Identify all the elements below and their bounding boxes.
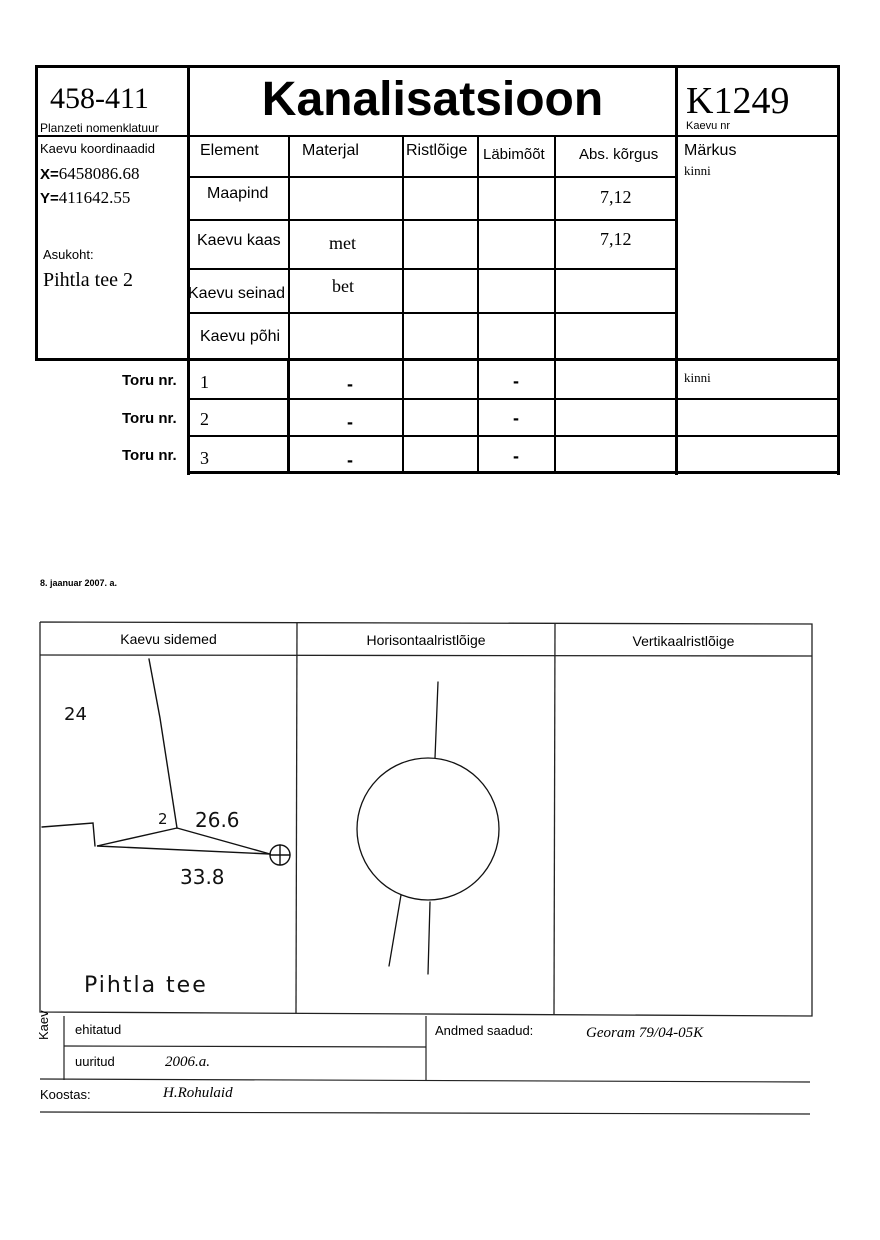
pipe-label-3: Toru nr. bbox=[122, 447, 177, 464]
col-header-remarks: Märkus bbox=[684, 142, 737, 159]
y-label: Y= bbox=[40, 190, 59, 207]
annotation-2: 2 bbox=[158, 810, 168, 828]
document-date: 8. jaanuar 2007. a. bbox=[40, 578, 118, 588]
row-element-walls: Kaevu seinad bbox=[188, 285, 285, 302]
remarks-top-value: kinni bbox=[684, 163, 711, 178]
surveyed-label: uuritud bbox=[75, 1054, 115, 1069]
row-material-walls: bet bbox=[332, 276, 354, 296]
built-label: ehitatud bbox=[75, 1022, 122, 1037]
well-number-label: Kaevu nr bbox=[686, 120, 731, 132]
pipe-no-2: 2 bbox=[200, 409, 209, 429]
page-title: Kanalisatsioon bbox=[261, 73, 604, 126]
row-element-ground: Maapind bbox=[207, 185, 269, 202]
annotation-33-8: 33.8 bbox=[180, 865, 225, 889]
y-value: 411642.55 bbox=[58, 188, 131, 207]
pipe-material-3: - bbox=[347, 450, 353, 470]
col-header-diameter: Läbimõõt bbox=[483, 146, 545, 163]
pipe-label-2: Toru nr. bbox=[122, 410, 177, 427]
coordinates-label: Kaevu koordinaadid bbox=[40, 141, 155, 156]
annotation-26-6: 26.6 bbox=[195, 808, 240, 832]
pipe-no-1: 1 bbox=[200, 372, 209, 392]
annotation-24: 24 bbox=[64, 704, 87, 725]
annotation-street: Pihtla tee bbox=[84, 973, 208, 998]
panel-header-vertical: Vertikaalristlõige bbox=[632, 633, 735, 649]
location-label: Asukoht: bbox=[43, 247, 94, 262]
pipe-material-2: - bbox=[347, 412, 353, 432]
pipe-diameter-2: - bbox=[513, 408, 519, 428]
row-element-cover: Kaevu kaas bbox=[197, 232, 281, 249]
source-value: Georam 79/04-05K bbox=[586, 1025, 704, 1041]
pipe-diameter-1: - bbox=[513, 371, 519, 391]
source-label: Andmed saadud: bbox=[435, 1023, 534, 1038]
compiled-label: Koostas: bbox=[40, 1087, 91, 1102]
nomenclature-value: 458-411 bbox=[50, 82, 149, 115]
col-header-elevation: Abs. kõrgus bbox=[579, 146, 659, 163]
nomenclature-label: Planzeti nomenklatuur bbox=[40, 121, 159, 135]
surveyed-value: 2006.a. bbox=[165, 1054, 210, 1070]
panel-header-horizontal: Horisontaalristlõige bbox=[366, 632, 486, 648]
x-value: 6458086.68 bbox=[58, 164, 140, 183]
pipe-remark-1: kinni bbox=[684, 370, 711, 385]
col-header-element: Element bbox=[200, 142, 259, 159]
pipe-diameter-3: - bbox=[513, 446, 519, 466]
x-label: X= bbox=[40, 166, 59, 183]
row-elev-ground: 7,12 bbox=[600, 187, 632, 207]
well-number-value: K1249 bbox=[686, 80, 790, 122]
footer-side-label: Kaev bbox=[36, 1010, 51, 1040]
location-value: Pihtla tee 2 bbox=[43, 269, 133, 291]
panel-header-links: Kaevu sidemed bbox=[120, 631, 217, 647]
pipe-label-1: Toru nr. bbox=[122, 372, 177, 389]
col-header-material: Materjal bbox=[302, 142, 359, 159]
compiled-value: H.Rohulaid bbox=[163, 1085, 233, 1101]
col-header-cross-section: Ristlõige bbox=[406, 142, 468, 159]
row-elev-cover: 7,12 bbox=[600, 229, 632, 249]
row-element-bottom: Kaevu põhi bbox=[200, 328, 281, 345]
row-material-cover: met bbox=[329, 233, 356, 253]
pipe-material-1: - bbox=[347, 374, 353, 394]
pipe-no-3: 3 bbox=[200, 448, 209, 468]
